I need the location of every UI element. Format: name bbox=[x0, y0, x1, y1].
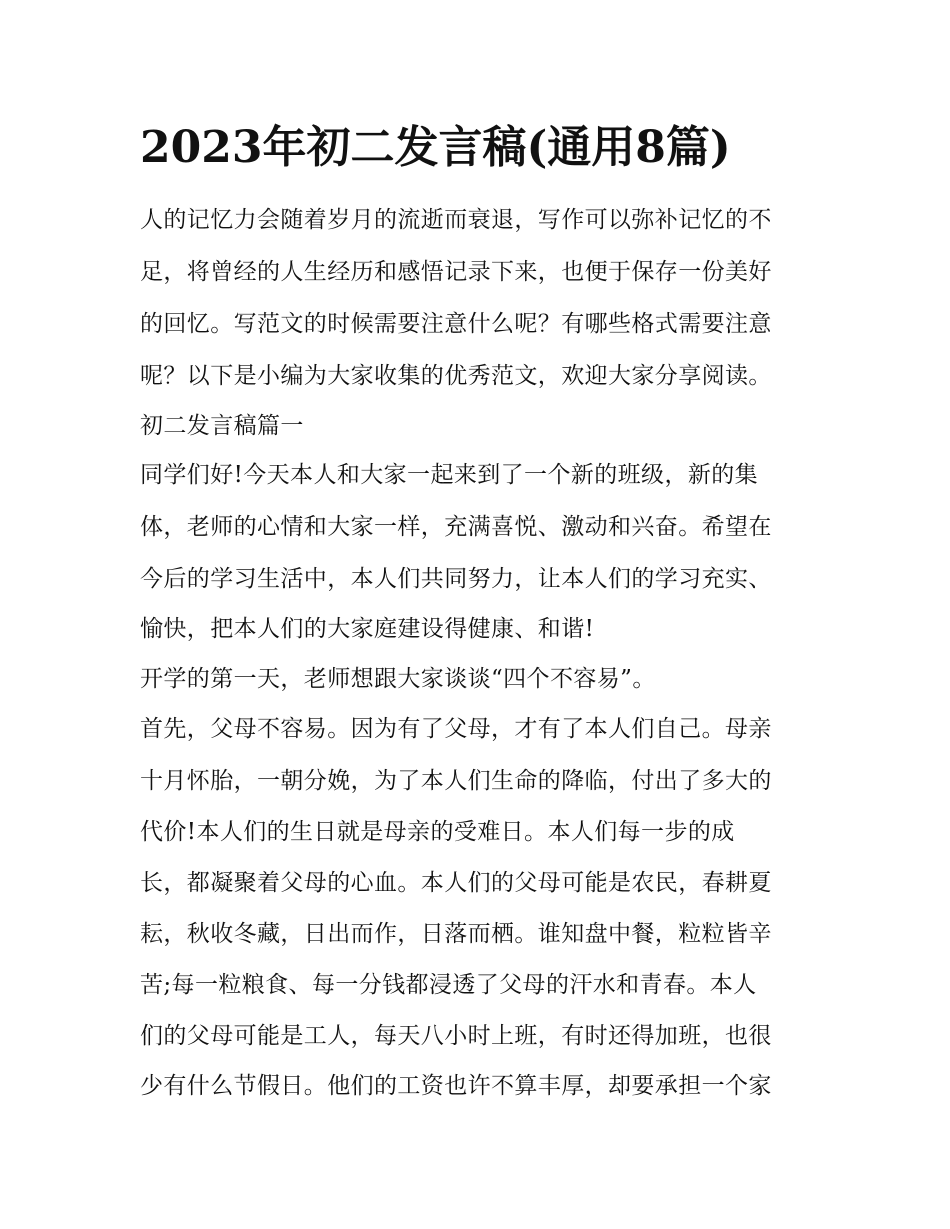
body-line: 呢？以下是小编为大家收集的优秀范文，欢迎大家分享阅读。 bbox=[140, 363, 772, 389]
body-line: 首先，父母不容易。因为有了父母，才有了本人们自己。母亲 bbox=[140, 716, 772, 742]
section-heading: 初二发言稿篇一 bbox=[140, 413, 304, 439]
body-line: 苦;每一粒粮食、每一分钱都浸透了父母的汗水和青春。本人 bbox=[140, 972, 757, 998]
body-line: 愉快，把本人们的大家庭建设得健康、和谐! bbox=[140, 616, 595, 642]
body-line: 少有什么节假日。他们的工资也许不算丰厚，却要承担一个家 bbox=[140, 1073, 772, 1099]
body-line: 耘，秋收冬藏，日出而作，日落而栖。谁知盘中餐，粒粒皆辛 bbox=[140, 921, 772, 947]
body-line: 十月怀胎，一朝分娩，为了本人们生命的降临，付出了多大的 bbox=[140, 768, 772, 794]
body-line: 的回忆。写范文的时候需要注意什么呢？有哪些格式需要注意 bbox=[140, 311, 772, 337]
body-line: 足，将曾经的人生经历和感悟记录下来，也便于保存一份美好 bbox=[140, 259, 772, 285]
document-title: 2023年初二发言稿(通用8篇) bbox=[140, 122, 731, 173]
body-line: 代价!本人们的生日就是母亲的受难日。本人们每一步的成 bbox=[140, 819, 735, 845]
body-line: 人的记忆力会随着岁月的流逝而衰退，写作可以弥补记忆的不 bbox=[140, 207, 772, 233]
body-line: 体，老师的心情和大家一样，充满喜悦、激动和兴奋。希望在 bbox=[140, 514, 772, 540]
body-line: 开学的第一天，老师想跟大家谈谈“四个不容易”。 bbox=[140, 666, 656, 692]
body-line: 今后的学习生活中，本人们共同努力，让本人们的学习充实、 bbox=[140, 566, 772, 592]
body-line: 同学们好!今天本人和大家一起来到了一个新的班级，新的集 bbox=[140, 462, 759, 488]
body-line: 们的父母可能是工人，每天八小时上班，有时还得加班，也很 bbox=[140, 1023, 772, 1049]
body-line: 长，都凝聚着父母的心血。本人们的父母可能是农民，春耕夏 bbox=[140, 870, 772, 896]
